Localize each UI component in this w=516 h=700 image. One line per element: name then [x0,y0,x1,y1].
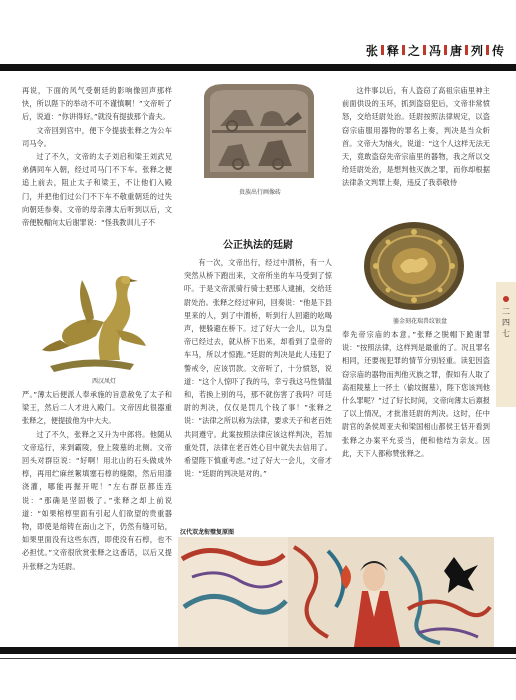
running-head [366,42,504,58]
text-column-2 [184,256,332,480]
running-head-char: 冯 [428,43,441,58]
section-heading: 公正执法的廷尉 [223,240,293,251]
paragraph: 有一次，文帝出行，经过中渭桥，有一人突然从桥下跑出来，文帝所坐的车马受到了惊吓。于是文帝派骑行骑士把那人逮捕，交给廷尉处治。张释之经过审问，回奏说：“他是下县里来的人，到了中渭桥，听到行人回避的吆喝声，便躲避在桥下。过了好大一会儿，以为皇帝已经过去，就从桥下出来，却看到了皇帝的车马，所以才惊跑。”廷尉的判决是此人违犯了警戒令，应该罚款。文帝听了，十分愤怒，说道：“这个人惊吓了我的马，幸亏我这马性情温和，若换上别的马，那不就伤害了我吗？可廷尉的判决，仅仅是罚几个钱了事！”张释之说：“法律之所以称为法律，要求天子和老百姓共同遵守。此案按照法律应该这样判决，若加重处罚，法律在老百姓心目中就失去信用了。希望陛下慎重考虑。”过了好大一会儿，文帝才说：“廷尉的判决是对的。” [184,258,332,479]
page-number-text: 二四七 [502,307,510,338]
paragraph: 严。”薄太后便派人奉承施的旨意赦免了太子和梁王，然后二人才进入殿门。文帝因此很器重张释之，便提拔他为中大夫。 [22,390,172,426]
paragraph: 再说，下面的风气受朝廷的影响像回声那样快，所以陛下的举动不可不谨慎啊！”文帝听了后，说道：“你讲得好。”就没有提拔那个啬夫。 [22,86,172,122]
running-head-char: 张 [365,43,378,58]
footer-rule [0,647,516,654]
red-divider [486,45,489,55]
page-number [500,296,512,339]
figure-caption: 鎏金刻花瑞兽纹银盘 [392,318,447,325]
running-head-char: 之 [407,43,420,58]
double-dragon-mural-image [178,537,494,647]
footer-thin-rule [0,658,516,659]
text-column-1-bottom [22,388,172,573]
figure-caption: 西汉凤灯 [92,378,117,385]
running-head-char: 列 [470,43,483,58]
red-divider [402,45,405,55]
running-head-char: 唐 [449,43,462,58]
paragraph: 过了不久，文帝的太子刘启和梁王刘武兄弟俩同车入朝，经过司马门不下车。张释之便追上前去，阻止太子和梁王，不让他们入殿门，并把他们过公门不下车不敬重朝廷的过失向朝廷参奏。文帝的母亲薄太后听到以后，文帝便脱帽向太后谢罪说：“怪我教训儿子不 [22,152,172,228]
paragraph: 这件事以后，有人盗窃了高祖宗庙里神主前面供设的玉环，抓到盗窃犯后，文帝非常愤怒，交给廷尉处治。廷尉按照法律规定，以盗窃宗庙服用器物的罪名上奏，判决是当众斩首。文帝大为恼火，说道：“这个人这样无法无天，竟敢盗窃先帝宗庙里的器物，我之所以交给廷尉处治，是想判他灭族之罪，而你却根据法律条文判罪上奏，违反了我恭敬侍 [342,86,490,188]
red-divider [381,45,384,55]
paragraph: 文帝回到宫中，便下令提拔张释之为公车司马令。 [22,125,172,148]
running-head-char: 释 [386,43,399,58]
text-column-3-top [342,84,490,190]
gilded-silver-plate-image [360,218,468,314]
red-divider [423,45,426,55]
phoenix-lamp-image [30,270,162,378]
header-rule [0,64,516,71]
figure-caption: 贵族出行画像砖 [238,189,281,196]
figure-caption: 汉代双龙衔璧复原图 [180,529,235,536]
relief-brick-image [198,80,320,182]
red-divider [465,45,468,55]
red-dot-icon [503,296,509,302]
red-divider [444,45,447,55]
text-column-3-bottom [342,328,490,460]
running-head-char: 传 [491,43,504,58]
text-column-1-top [22,84,172,229]
paragraph: 过了不久，张释之又升为中郎将。他随从文帝巡行，来到霸陵，登上陵墓的北侧。文帝回头对群臣说：“好啊！用北山的石头做成外椁，再用纻麻丝絮填塞石椁的缝隙，然后用漆浇灌，哪能再掘开呢！”左右群臣都连连说：“那确是坚固极了。”张释之却上前说道：“如果棺椁里面有引起人们欲望的贵重器物，即使是熔铸在南山之下，仍然有缝可钻，如果里面没有这些东西，即使没有石椁，也不必担忧。”文帝很欣赏张释之这番话，以后又提升张释之为廷尉。 [22,429,172,571]
paragraph: 奉先帝宗庙的本意。”张释之脱帽下跪谢罪说：“按照法律，这样判是最重的了。况且罪名相同，还要视犯罪的情节分别轻重。读犯因盗窃宗庙的器物而判他灭族之罪，假如有人取了高祖陵墓上一抔土（偷坟掘墓），陛下您该判他什么罪呢？”过了好长时间，文帝向薄太后禀报了以上情况，才批准廷尉的判决。这时，任中尉官的条侯周亚夫和梁国相山都侯王恬开看到张释之办案平允妥当，便和他结为亲友。因此，天下人都称赞张释之。 [342,330,490,458]
